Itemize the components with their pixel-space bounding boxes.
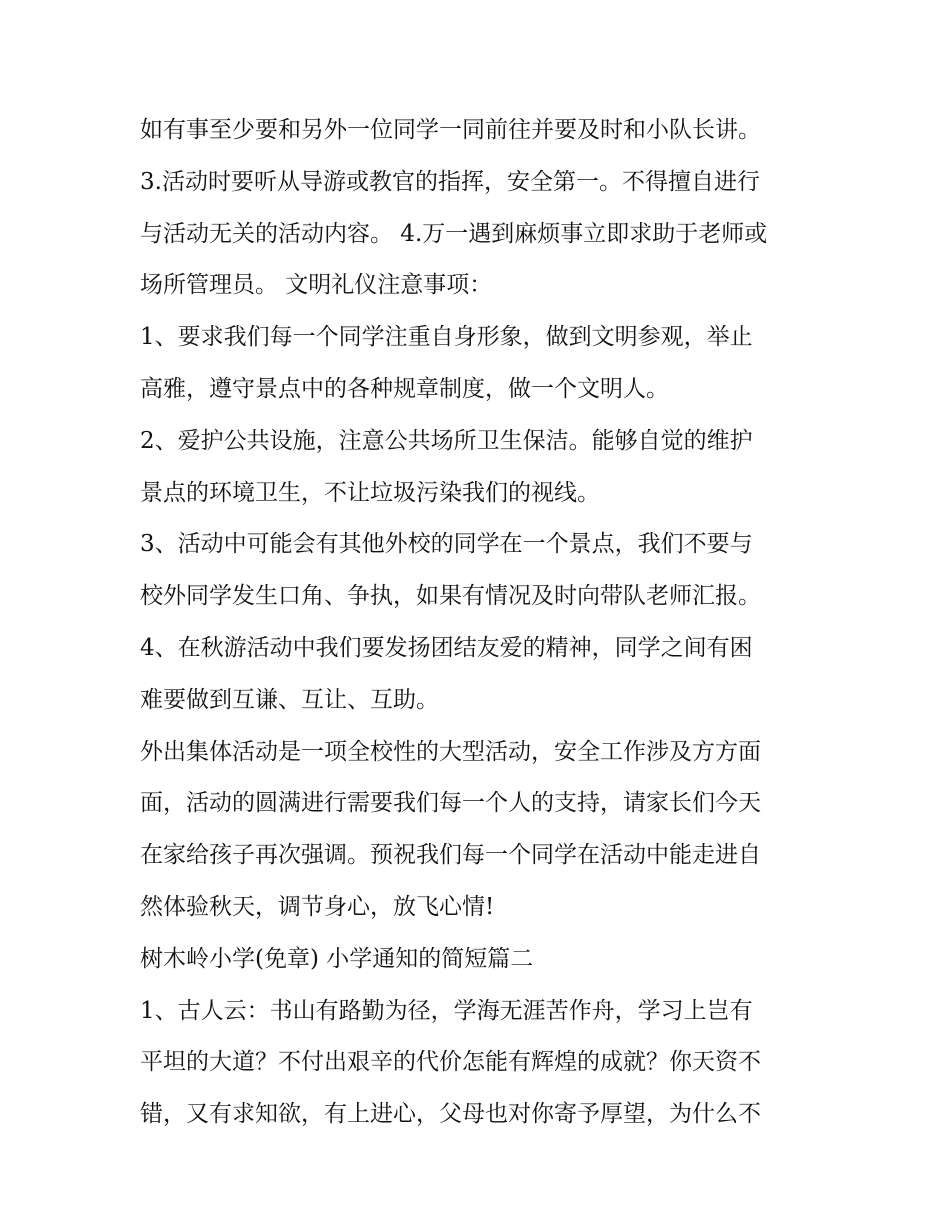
text-line: 错，又有求知欲，有上进心，父母也对你寄予厚望，为什么不	[140, 1101, 761, 1128]
text-line: 在家给孩子再次强调。预祝我们每一个同学在活动中能走进自	[140, 842, 761, 869]
text-line: 与活动无关的活动内容。 4.万一遇到麻烦事立即求助于老师或	[140, 220, 768, 247]
text-line: 平坦的大道？不付出艰辛的代价怎能有辉煌的成就？你天资不	[140, 1049, 761, 1076]
text-line: 景点的环境卫生，不让垃圾污染我们的视线。	[140, 479, 600, 506]
text-line: 场所管理员。 文明礼仪注意事项：	[140, 272, 493, 299]
text-line: 校外同学发生口角、争执，如果有情况及时向带队老师汇报。	[140, 583, 761, 610]
section-heading: 树木岭小学(免章) 小学通知的简短篇二	[140, 945, 534, 972]
text-line: 1、古人云：书山有路勤为径，学海无涯苦作舟，学习上岂有	[140, 997, 753, 1024]
text-line: 难要做到互谦、互让、互助。	[140, 686, 439, 713]
document-body	[140, 105, 830, 1141]
text-line: 高雅，遵守景点中的各种规章制度，做一个文明人。	[140, 375, 669, 402]
text-line: 1、要求我们每一个同学注重自身形象，做到文明参观，举止	[140, 324, 753, 351]
text-line: 3.活动时要听从导游或教官的指挥，安全第一。不得擅自进行	[140, 168, 760, 195]
text-line: 面，活动的圆满进行需要我们每一个人的支持，请家长们今天	[140, 790, 761, 817]
text-line: 2、爱护公共设施，注意公共场所卫生保洁。能够自觉的维护	[140, 427, 753, 454]
text-line: 4、在秋游活动中我们要发扬团结友爱的精神，同学之间有困	[140, 634, 753, 661]
text-line: 外出集体活动是一项全校性的大型活动，安全工作涉及方方面	[140, 738, 761, 765]
text-line: 3、活动中可能会有其他外校的同学在一个景点，我们不要与	[140, 531, 753, 558]
text-line: 如有事至少要和另外一位同学一同前往并要及时和小队长讲。	[140, 117, 761, 143]
text-line: 然体验秋天，调节身心，放飞心情!	[140, 893, 495, 920]
